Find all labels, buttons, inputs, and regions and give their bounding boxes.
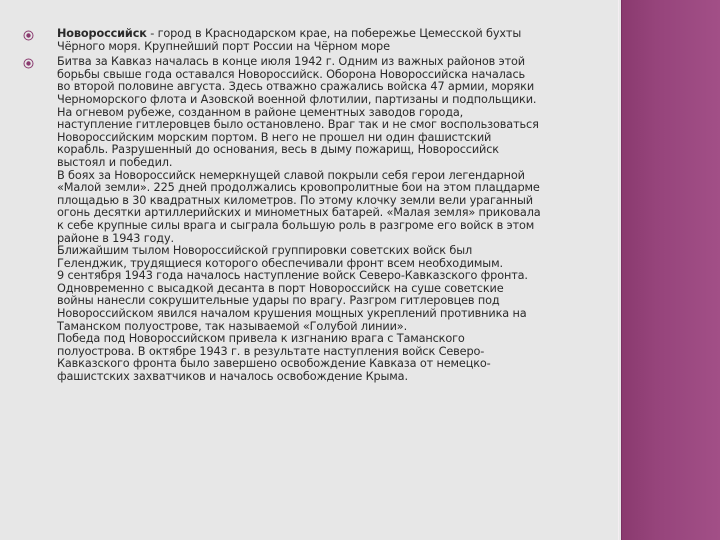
text-segment: районе в 1943 году. — [57, 231, 174, 245]
text-segment: В боях за Новороссийск немеркнущей славой покрыли себя герои легендарной — [57, 168, 525, 182]
text-segment: - город в Краснодарском крае, на побережье Цемесской бухты — [146, 27, 522, 40]
text-segment: На огневом рубеже, созданном в районе цементных заводов города, — [57, 105, 464, 119]
text-line — [57, 41, 608, 54]
text-segment: корабль. Разрушенный до основания, весь в дыму пожарищ, Новороссийск — [57, 143, 499, 157]
slide-content — [23, 28, 608, 387]
text-line — [57, 371, 608, 384]
text-segment: во второй половине августа. Здесь отважно сражались войска 47 армии, моряки — [57, 80, 535, 94]
text-segment: 9 сентября 1943 года началось наступление войск Северо-Кавказского фронта. — [57, 269, 528, 283]
text-segment: площадью в 30 квадратных километров. По этому клочку земли вели ураганный — [57, 193, 533, 207]
bold-text: Новороссийск — [57, 27, 147, 40]
text-segment: огонь десятки артиллерийских и минометных батарей. «Малая земля» приковала — [57, 206, 541, 220]
text-segment: Таманском полуострове, так называемой «Голубой линии». — [57, 319, 408, 333]
text-segment: Геленджик, трудящиеся которого обеспечивали фронт всем необходимым. — [57, 256, 503, 270]
text-segment: Кавказского фронта было завершено освобождение Кавказа от немецко- — [57, 357, 491, 371]
bullet-item — [23, 28, 608, 53]
circle-bullet-icon — [23, 30, 34, 41]
bullet-item — [23, 56, 608, 383]
text-segment: полуострова. В октябре 1943 г. в результате наступления войск Северо- — [57, 344, 485, 358]
text-segment: Черноморского флота и Азовской военной флотилии, партизаны и подпольщики. — [57, 92, 537, 106]
side-divider-light — [618, 0, 619, 540]
text-segment: Одновременно с высадкой десанта в порт Новороссийск на суше советские — [57, 281, 504, 295]
text-segment: выстоял и победил. — [57, 155, 173, 169]
text-segment: «Малой земли». 225 дней продолжались кровопролитные бои на этом плацдарме — [57, 181, 540, 195]
text-segment: Ближайшим тылом Новороссийской группировки советских войск был — [57, 244, 473, 258]
text-segment: наступление гитлеровцев было остановлено. Враг так и не смог воспользоваться — [57, 118, 539, 132]
text-segment: Битва за Кавказ началась в конце июля 1942 г. Одним из важных районов этой — [57, 55, 525, 69]
text-segment: Победа под Новороссийском привела к изгнанию врага с Таманского — [57, 332, 465, 346]
text-segment: Чёрного моря. Крупнейший порт России на Чёрном море — [57, 39, 390, 53]
side-decoration-panel — [622, 0, 720, 540]
text-segment: фашистских захватчиков и началось освобождение Крыма. — [57, 370, 408, 384]
text-segment: к себе крупные силы врага и сыграла большую роль в разгроме его войск в этом — [57, 218, 535, 232]
text-segment: войны нанесли сокрушительные удары по врагу. Разгром гитлеровцев под — [57, 294, 500, 308]
text-segment: борьбы свыше года оставался Новороссийск. Оборона Новороссийска началась — [57, 67, 526, 81]
text-segment: Новороссийским морским портом. В него не прошел ни один фашистский — [57, 130, 492, 144]
text-segment: Новороссийском явился началом крушения мощных укреплений противника на — [57, 307, 527, 321]
circle-bullet-icon — [23, 58, 34, 69]
